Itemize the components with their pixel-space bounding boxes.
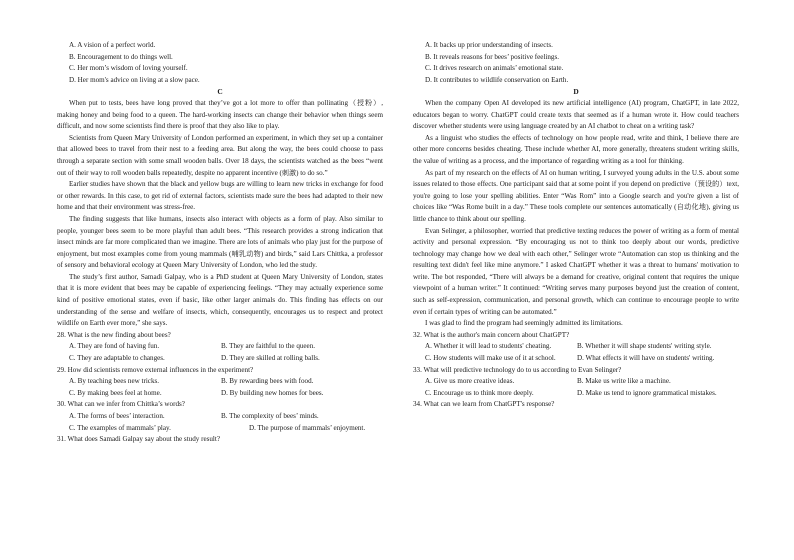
question-29-option-b: B. By rewarding bees with food. (221, 377, 314, 386)
question-28-option-b: B. They are faithful to the queen. (221, 342, 316, 351)
question-29-options-row-1 (57, 376, 383, 388)
question-30-options-row-1 (57, 411, 383, 423)
passage-c-paragraph-1: When put to tests, bees have long proved that they’ve got a lot more to offer than pollinating（授粉）, making honey and being food to a queen. The hard-working insects can change their behavior when things seem difficult, and now some scientists find there is proof that they also like to play. (57, 98, 383, 131)
question-33-options-row-1 (413, 376, 739, 388)
section-c-label: C (217, 87, 223, 97)
question-29-option-a: A. By teaching bees new tricks. (69, 377, 160, 386)
question-34-stem: 34. What can we learn from ChatGPT's response? (413, 400, 555, 409)
question-29-options-row-2 (57, 388, 383, 400)
question-32-option-d: D. What effects it will have on students' writing. (577, 354, 715, 363)
question-28-stem: 28. What is the new finding about bees? (57, 330, 171, 339)
question-32-option-b: B. Whether it will shape students' writing style. (577, 342, 712, 351)
question-31-stem: 31. What does Samadi Galpay say about the study result? (57, 435, 220, 444)
question-32-option-c: C. How students will make use of it at school. (425, 354, 556, 363)
question-31-option-c: C. It drives research on animals’ emotional state. (425, 64, 564, 73)
question-32-options-row-1 (413, 341, 739, 353)
question-29-stem: 29. How did scientists remove external influences in the experiment? (57, 365, 254, 374)
question-31-option-d: D. It contributes to wildlife conservation on Earth. (425, 75, 569, 84)
question-29-option-c: C. By making bees feel at home. (69, 388, 162, 397)
question-30-option-b: B. The complexity of bees’ minds. (221, 412, 319, 420)
question-33-option-b: B. Make us write like a machine. (577, 377, 671, 386)
passage-d-paragraph-5: I was glad to find the program had seemingly admitted its limitations. (425, 319, 623, 328)
question-30-option-c: C. The examples of mammals’ play. (69, 423, 171, 432)
question-30-stem: 30. What can we infer from Chittka’s words? (57, 400, 185, 409)
passage-c-paragraph-5: The study’s first author, Samadi Galpay, who is a PhD student at Queen Mary University of London, states that it is more evident that bees may be capable of experiencing feelings. “They may actually experience some kind of positive emotional states, even if basic, like other larger animals do. This finding has effects on our understanding of the sense and welfare of insects, which, consequently, encourages us to respect and protect wildlife on Earth ever more,” she says. (57, 272, 383, 328)
question-30-option-a: A. The forms of bees’ interaction. (69, 412, 165, 420)
question-32-option-a: A. Whether it will lead to students' cheating. (425, 342, 552, 351)
prev-option-a: A. A vision of a perfect world. (69, 41, 156, 49)
prev-option-c: C. Her mom’s wisdom of loving yourself. (69, 64, 188, 73)
passage-d-paragraph-3: As part of my research on the effects of AI on human writing, I surveyed young adults in the U.S. about some issues related to those effects. One participant said that at some point if you depend on predictive（预设的）text, you're going to lose your spelling abilities. Enter “Was Rom” into a Google search and you're given a list of choices like “Was Rome built in a day.” These tools complete our sentences automatically (自动化地), giving us little chance to think about our spelling. (413, 168, 739, 223)
question-28-options-row-1 (57, 341, 383, 353)
question-28-option-a: A. They are fond of having fun. (69, 342, 160, 351)
left-column (57, 40, 383, 446)
question-28-option-d: D. They are skilled at rolling balls. (221, 354, 320, 363)
passage-d-paragraph-1: When the company Open AI developed its new artificial intelligence (AI) program, ChatGPT, in late 2022, educators began to worry. ChatGPT could create texts that seemed as if a human wrote it. How could teachers discover whether students were using language created by an AI chatbot to cheat on a writing task? (413, 98, 739, 131)
question-30-option-d: D. The purpose of mammals’ enjoyment. (249, 423, 366, 432)
passage-c-paragraph-4: The finding suggests that like humans, insects also interact with objects as a form of play. Also similar to people, younger bees seem to be more playful than adult bees. “This research provides a strong indication that insect minds are far more complicated than we imagine. There are lots of animals who play just for the purpose of enjoyment, but most examples come from young mammals (哺乳动物) and birds,” said Lars Chittka, a professor of sensory and behavioral ecology at Queen Mary University of London, who led the study. (57, 214, 383, 270)
question-33-option-a: A. Give us more creative ideas. (425, 377, 515, 386)
question-33-stem: 33. What will predictive technology do to us according to Evan Selinger? (413, 365, 622, 374)
passage-d-paragraph-2: As a linguist who studies the effects of technology on how people read, write and think, I believe there are other more concerns besides cheating. These include whether AI, more generally, threatens student writing skills, the value of writing as a process, and the importance of regarding writing as a tool for thinking. (413, 133, 739, 165)
question-32-stem: 32. What is the author's main concern about ChatGPT? (413, 330, 570, 339)
prev-option-b: B. Encouragement to do things well. (69, 52, 173, 61)
passage-d-paragraph-4: Evan Selinger, a philosopher, worried that predictive texting reduces the power of writing as a form of mental activity and personal expression. “By encouraging us not to think too deeply about our words, predictive technology may change how we deal with each other,” Selinger wrote “Automation can stop us thinking and the resulting text didn't feel like mine anymore.” I asked ChatGPT whether it was a threat to humans' motivation to write. The bot responded, “There will always be a demand for creative, original content that requires the unique viewpoint of a human writer.” It continued: “Writing serves many purposes beyond just the creation of content, such as self-expression, communication, and personal growth, which can continue to encourage people to write even if certain types of writing can be automated.” (413, 226, 739, 316)
section-d-label: D (573, 87, 579, 97)
passage-c-paragraph-3: Earlier studies have shown that the black and yellow bugs are willing to learn new tricks in exchange for food or other rewards. In this case, to get rid of external factors, scientists made sure the bees had adapted to their new home and that their environment was stress-free. (57, 180, 383, 212)
question-29-option-d: D. By building new homes for bees. (221, 388, 324, 397)
question-28-options-row-2 (57, 353, 383, 365)
question-33-option-c: C. Encourage us to think more deeply. (425, 388, 534, 397)
question-31-option-b: B. It reveals reasons for bees’ positive feelings. (425, 52, 560, 61)
question-28-option-c: C. They are adaptable to changes. (69, 354, 165, 363)
prev-option-d: D. Her mom's advice on living at a slow pace. (69, 75, 200, 84)
question-31-option-a: A. It backs up prior understanding of insects. (425, 41, 553, 49)
passage-c-paragraph-2: Scientists from Queen Mary University of London performed an experiment, in which they set up a container that allowed bees to travel from their nest to a feeding area. But along the way, the bees could choose to pass through a separate section with some small wooden balls. Over 18 days, the scientists watched as the bees “went out of their way to roll wooden balls repeatedly, despite no apparent incentive (刺激) to do so.” (57, 133, 383, 177)
right-column (413, 40, 739, 411)
question-30-options-row-2 (57, 423, 383, 435)
question-33-options-row-2 (413, 388, 739, 400)
question-32-options-row-2 (413, 353, 739, 365)
question-33-option-d: D. Make us tend to ignore grammatical mistakes. (577, 388, 717, 397)
